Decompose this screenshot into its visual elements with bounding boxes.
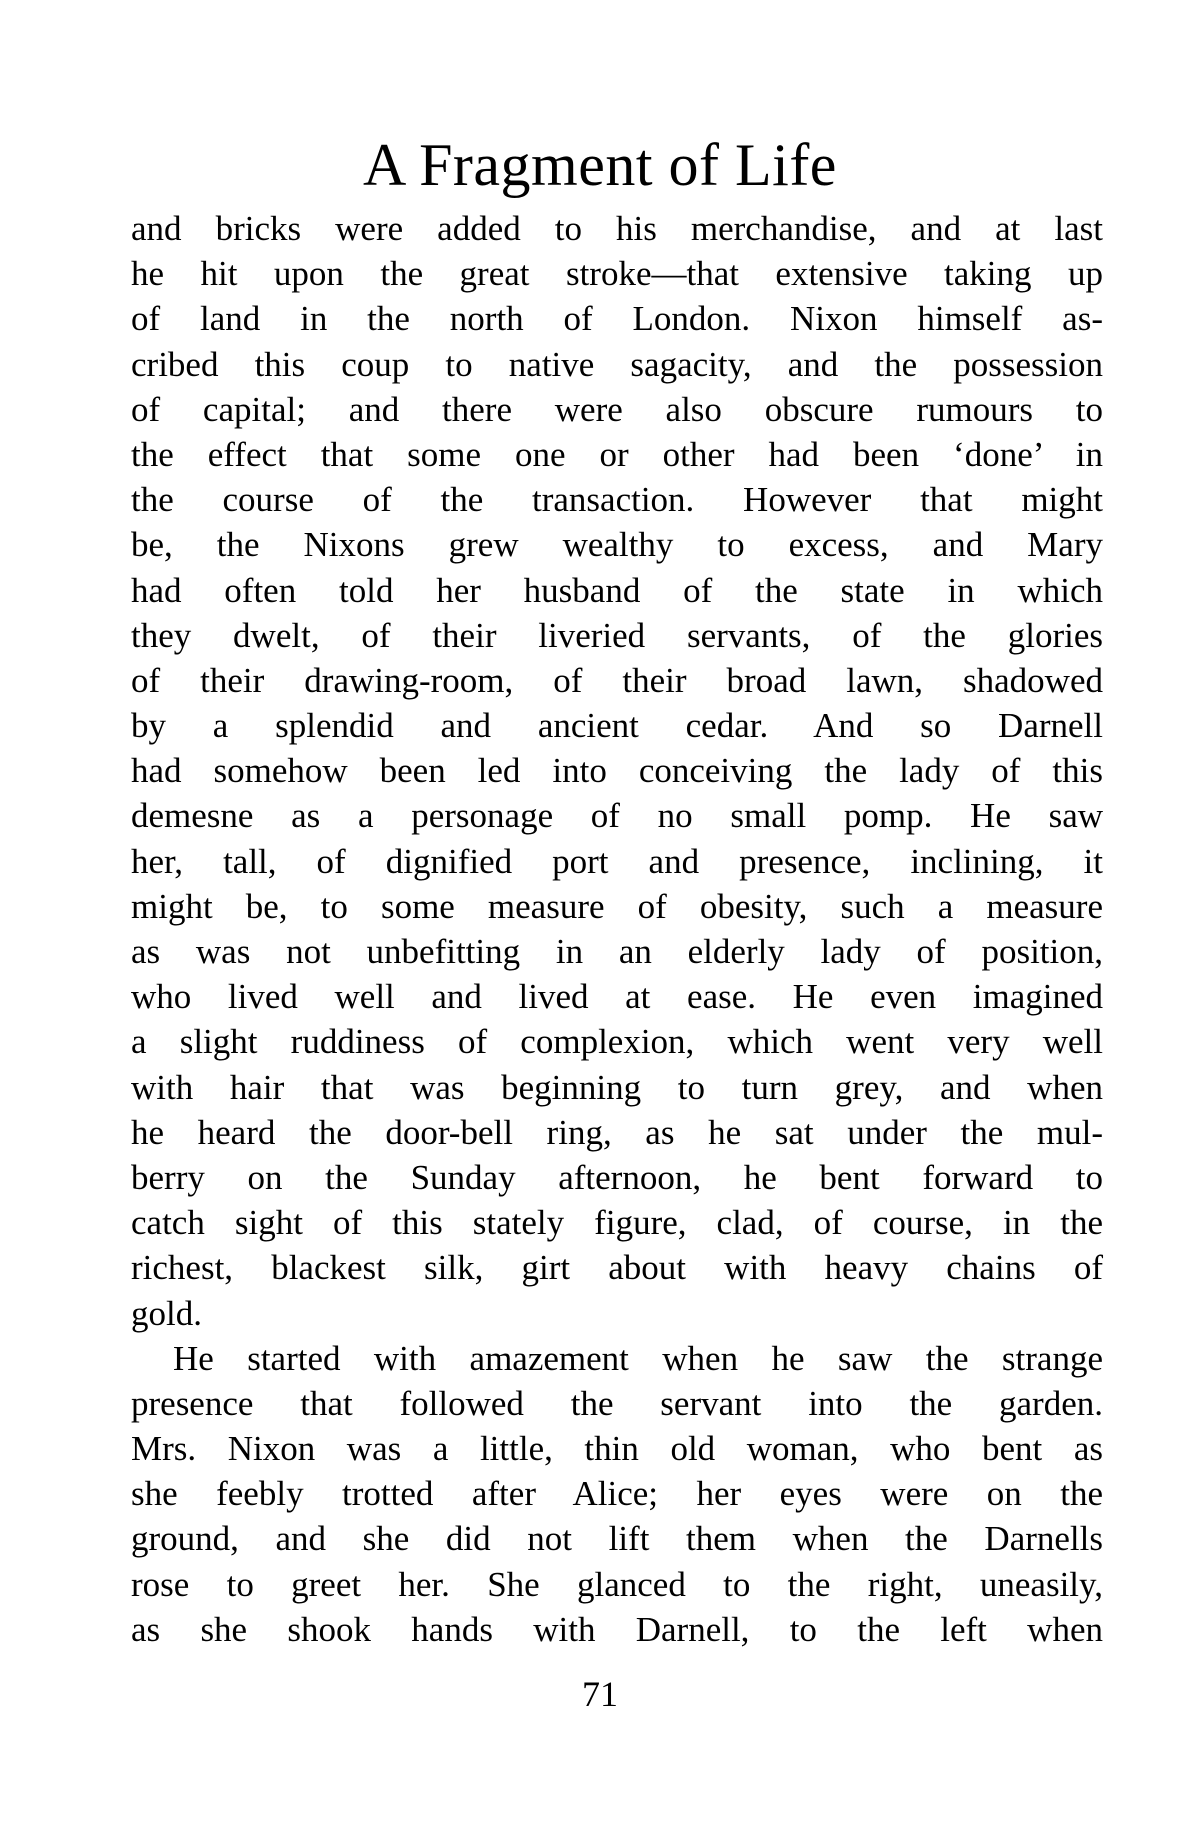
text-line: richest, blackest silk, girt about with heavy chains of — [131, 1248, 1103, 1288]
text-line: demesne as a personage of no small pomp. He saw — [131, 796, 1103, 836]
text-line: of land in the north of London. Nixon himself as- — [131, 299, 1103, 339]
text-line: he heard the door-bell ring, as he sat under the mul- — [131, 1112, 1103, 1152]
text-line: of their drawing-room, of their broad lawn, shadowed — [131, 660, 1103, 700]
text-line: they dwelt, of their liveried servants, of the glories — [131, 615, 1103, 655]
text-line: had somehow been led into conceiving the lady of this — [131, 751, 1103, 791]
page-number: 71 — [582, 1674, 618, 1714]
text-line: catch sight of this stately figure, clad, of course, in the — [131, 1203, 1103, 1243]
text-line: be, the Nixons grew wealthy to excess, and Mary — [131, 525, 1103, 565]
text-line: of capital; and there were also obscure rumours to — [131, 389, 1103, 429]
text-line: ground, and she did not lift them when the Darnells — [131, 1519, 1103, 1559]
text-line: with hair that was beginning to turn grey, and when — [131, 1067, 1103, 1107]
text-line: he hit upon the great stroke—that extensive taking up — [131, 254, 1103, 294]
running-title: A Fragment of Life — [363, 132, 837, 198]
body-text — [131, 206, 1103, 1652]
paragraph-1 — [131, 206, 1103, 1336]
text-line: who lived well and lived at ease. He even imagined — [131, 977, 1103, 1017]
paragraph-2 — [131, 1336, 1103, 1652]
text-line: He started with amazement when he saw the strange — [173, 1338, 1103, 1378]
text-line: and bricks were added to his merchandise, and at last — [131, 209, 1103, 248]
text-line: she feebly trotted after Alice; her eyes were on the — [131, 1474, 1103, 1514]
text-line: presence that followed the servant into the garden. — [131, 1383, 1103, 1423]
text-line: the effect that some one or other had been ‘done’ in — [131, 434, 1103, 474]
text-line: might be, to some measure of obesity, such a measure — [131, 886, 1103, 926]
text-line: gold. — [131, 1293, 202, 1333]
text-line: rose to greet her. She glanced to the right, uneasily, — [131, 1564, 1103, 1604]
text-line: the course of the transaction. However that might — [131, 480, 1103, 520]
text-line: as was not unbefitting in an elderly lady of position, — [131, 932, 1103, 971]
text-line: had often told her husband of the state in which — [131, 570, 1103, 610]
text-line: Mrs. Nixon was a little, thin old woman, who bent as — [131, 1429, 1103, 1469]
text-line: berry on the Sunday afternoon, he bent forward to — [131, 1157, 1103, 1197]
text-line: cribed this coup to native sagacity, and the possession — [131, 344, 1103, 384]
text-line: her, tall, of dignified port and presence, inclining, it — [131, 841, 1103, 881]
text-line: as she shook hands with Darnell, to the left when — [131, 1609, 1103, 1649]
text-line: a slight ruddiness of complexion, which went very well — [131, 1022, 1103, 1062]
text-line: by a splendid and ancient cedar. And so Darnell — [131, 706, 1103, 746]
